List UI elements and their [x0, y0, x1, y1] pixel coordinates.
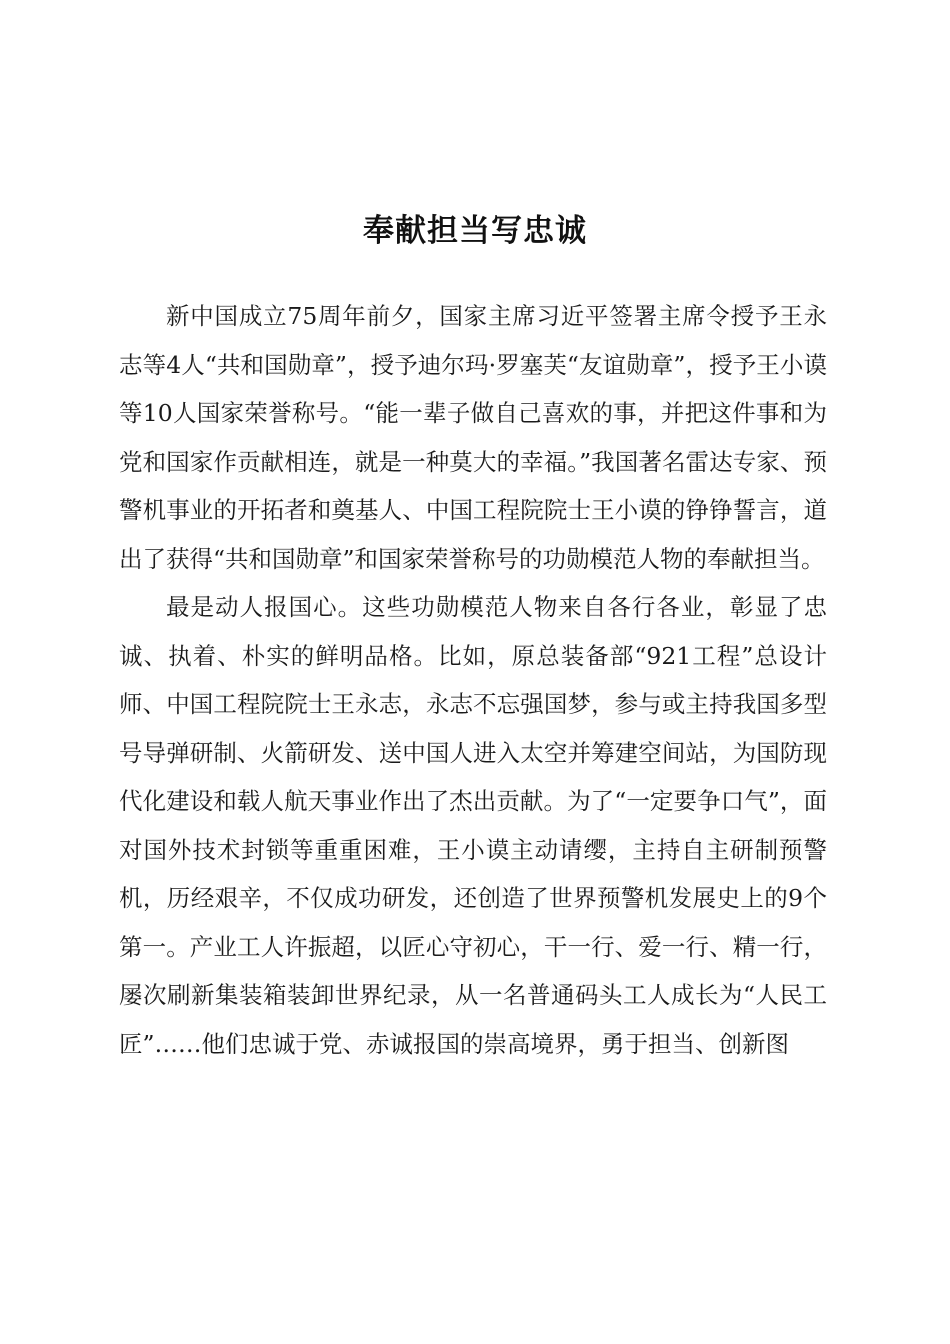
paragraph-2: 最是动人报国心。这些功勋模范人物来自各行各业，彰显了忠诚、执着、朴实的鲜明品格。比如，原总装备部“921工程”总设计师、中国工程院院士王永志，永志不忘强国梦，参与或主持我国多型号导弹研制、火箭研发、送中国人进入太空并筹建空间站，为国防现代化建设和载人航天事业作出了杰出贡献。为了“一定要争口气”，面对国外技术封锁等重重困难，王小谟主动请缨，主持自主研制预警机，历经艰辛，不仅成功研发，还创造了世界预警机发展史上的9个第一。产业工人许振超，以匠心守初心，干一行、爱一行、精一行，屡次刷新集装箱装卸世界纪录，从一名普通码头工人成长为“人民工匠”……他们忠诚于党、赤诚报国的崇高境界，勇于担当、创新图	[119, 593, 827, 1058]
paragraph-1: 新中国成立75周年前夕，国家主席习近平签署主席令授予王永志等4人“共和国勋章”，授予迪尔玛·罗塞芙“友谊勋章”，授予王小谟等10人国家荣誉称号。“能一辈子做自己喜欢的事，并把这件事和为党和国家作贡献相连，就是一种莫大的幸福。”我国著名雷达专家、预警机事业的开拓者和奠基人、中国工程院院士王小谟的铮铮誓言，道出了获得“共和国勋章”和国家荣誉称号的功勋模范人物的奉献担当。	[119, 302, 827, 573]
article-body	[119, 292, 827, 1068]
article-title: 奉献担当写忠诚	[363, 212, 587, 249]
